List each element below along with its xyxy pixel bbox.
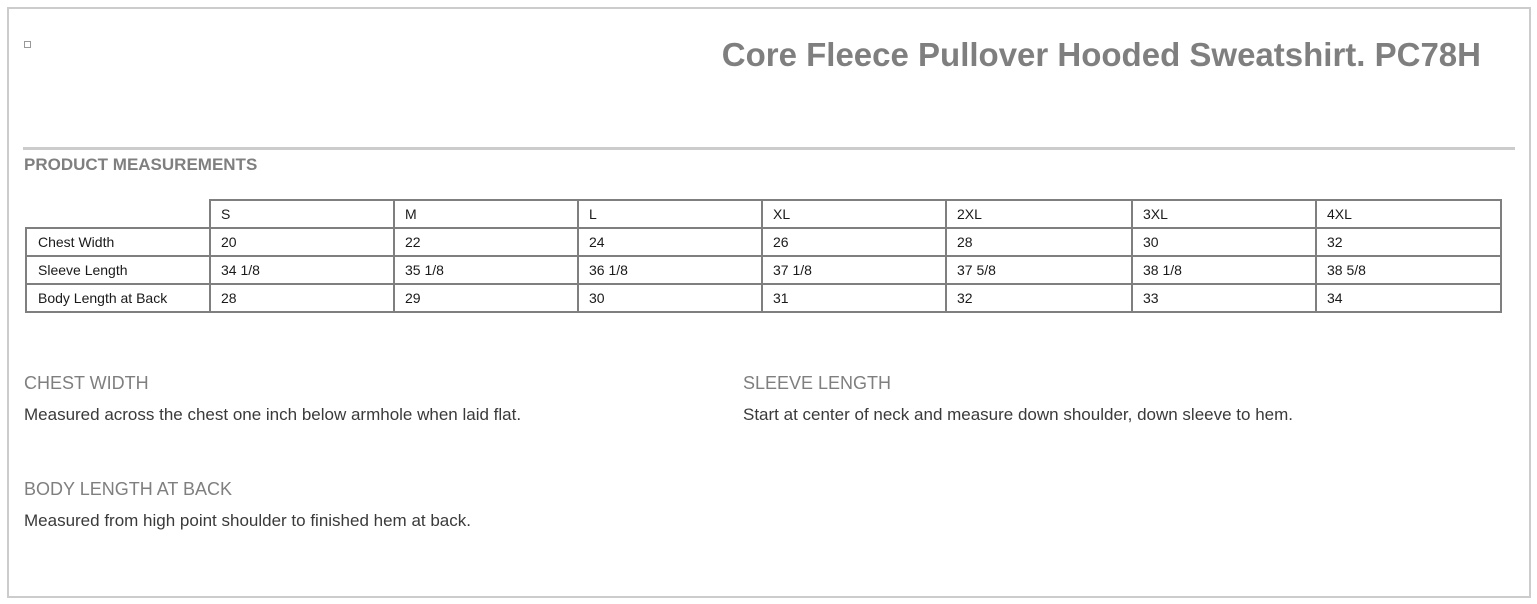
table-corner <box>26 200 210 228</box>
table-cell: 22 <box>394 228 578 256</box>
table-cell: 28 <box>946 228 1132 256</box>
title-divider <box>23 147 1515 150</box>
size-header: 4XL <box>1316 200 1501 228</box>
definition-text: Measured from high point shoulder to finished hem at back. <box>24 511 471 530</box>
table-cell: 30 <box>1132 228 1316 256</box>
table-cell: 37 1/8 <box>762 256 946 284</box>
size-header: 2XL <box>946 200 1132 228</box>
row-label: Chest Width <box>26 228 210 256</box>
table-cell: 35 1/8 <box>394 256 578 284</box>
row-label: Body Length at Back <box>26 284 210 312</box>
row-label: Sleeve Length <box>26 256 210 284</box>
size-header: M <box>394 200 578 228</box>
page-title: Core Fleece Pullover Hooded Sweatshirt. PC78H <box>721 36 1481 73</box>
table-cell: 31 <box>762 284 946 312</box>
table-cell: 26 <box>762 228 946 256</box>
table-row <box>26 228 1501 256</box>
size-header: S <box>210 200 394 228</box>
size-header-row <box>26 200 1501 228</box>
table-cell: 34 1/8 <box>210 256 394 284</box>
checkbox-icon <box>24 41 31 48</box>
definition-chest-width <box>24 373 521 425</box>
table-cell: 28 <box>210 284 394 312</box>
table-row <box>26 256 1501 284</box>
table-cell: 32 <box>1316 228 1501 256</box>
definition-title: BODY LENGTH AT BACK <box>24 479 233 499</box>
table-cell: 29 <box>394 284 578 312</box>
table-row <box>26 284 1501 312</box>
section-heading: PRODUCT MEASUREMENTS <box>24 155 258 174</box>
table-cell: 36 1/8 <box>578 256 762 284</box>
table-cell: 30 <box>578 284 762 312</box>
definition-sleeve-length <box>743 373 1293 425</box>
table-cell: 38 1/8 <box>1132 256 1316 284</box>
table-cell: 33 <box>1132 284 1316 312</box>
table-cell: 32 <box>946 284 1132 312</box>
definition-text: Measured across the chest one inch below armhole when laid flat. <box>24 405 522 424</box>
size-header: 3XL <box>1132 200 1316 228</box>
table-cell: 38 5/8 <box>1316 256 1501 284</box>
table-cell: 37 5/8 <box>946 256 1132 284</box>
definition-text: Start at center of neck and measure down shoulder, down sleeve to hem. <box>743 405 1293 424</box>
definition-title: SLEEVE LENGTH <box>743 373 892 393</box>
table-cell: 34 <box>1316 284 1501 312</box>
definition-body-length <box>24 479 471 531</box>
table-cell: 20 <box>210 228 394 256</box>
measurements-table <box>25 199 1502 313</box>
definition-title: CHEST WIDTH <box>24 373 149 393</box>
table-cell: 24 <box>578 228 762 256</box>
size-header: L <box>578 200 762 228</box>
size-header: XL <box>762 200 946 228</box>
